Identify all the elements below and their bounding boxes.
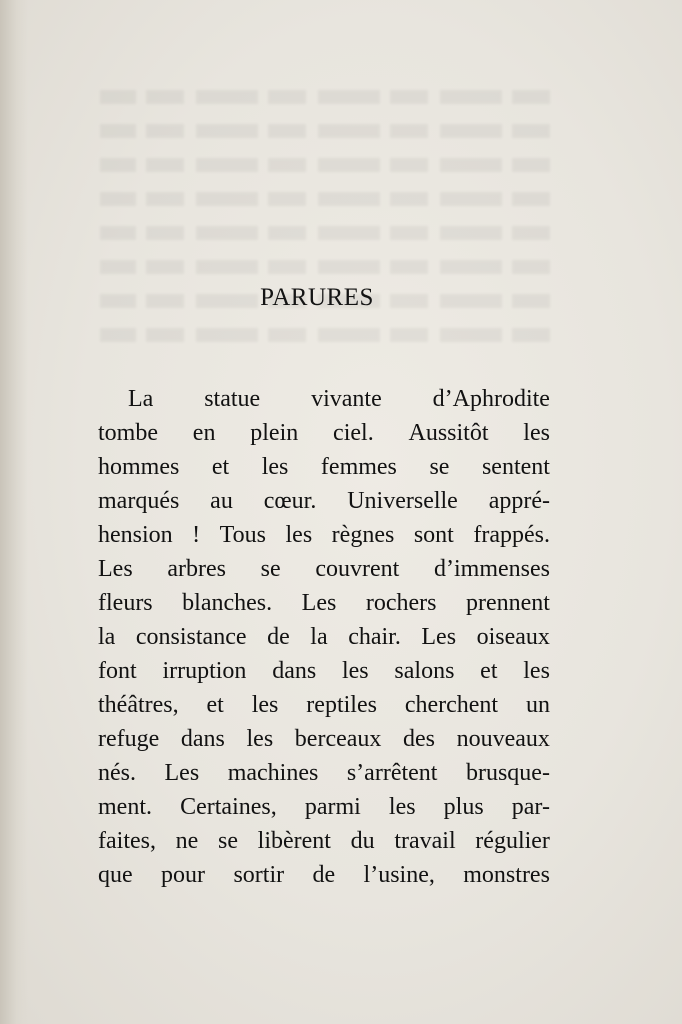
text-line: hension ! Tous les règnes sont frappés.	[98, 522, 550, 548]
text-line: hommes et les femmes se sentent	[98, 454, 550, 480]
text-line: la consistance de la chair. Les oiseaux	[98, 624, 550, 650]
text-line: faites, ne se libèrent du travail régulier	[98, 828, 550, 854]
text-line: font irruption dans les salons et les	[98, 658, 550, 684]
chapter-title: PARURES	[260, 284, 374, 311]
text-line: fleurs blanches. Les rochers prennent	[98, 590, 550, 616]
body-text	[98, 382, 550, 892]
text-line: La statue vivante d’Aphrodite	[128, 386, 550, 412]
text-line: que pour sortir de l’usine, monstres	[98, 862, 550, 888]
text-line: théâtres, et les reptiles cherchent un	[98, 692, 550, 718]
text-line: tombe en plein ciel. Aussitôt les	[98, 420, 550, 446]
text-line: Les arbres se couvrent d’immenses	[98, 556, 550, 582]
text-line: nés. Les machines s’arrêtent brusque-	[98, 760, 550, 786]
page-gutter-shadow	[0, 0, 28, 1024]
show-through-text	[100, 70, 550, 430]
text-line: ment. Certaines, parmi les plus par-	[98, 794, 550, 820]
text-line: marqués au cœur. Universelle appré-	[98, 488, 550, 514]
text-line: refuge dans les berceaux des nouveaux	[98, 726, 550, 752]
